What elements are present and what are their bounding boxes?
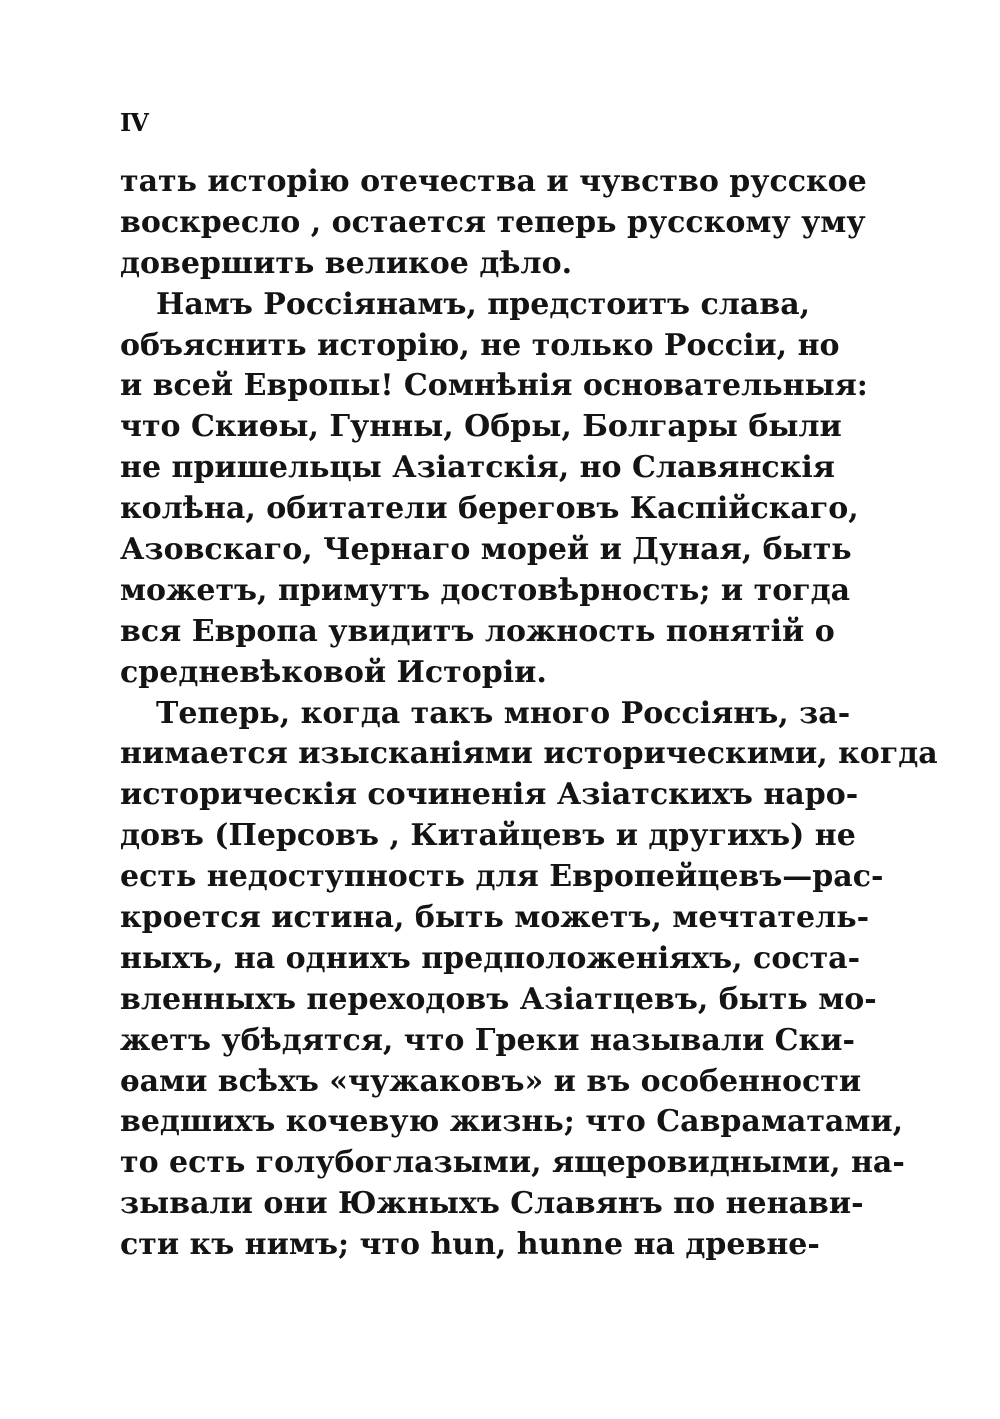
text-line: жетъ убѣдятся, что Греки называли Ски- [120,1022,855,1058]
text-line: ныхъ, на однихъ предположеніяхъ, соста- [120,940,861,976]
text-line: зывали они Южныхъ Славянъ по ненави- [120,1186,864,1222]
paragraph-1 [120,162,867,285]
text-line: ведшихъ кочевую жизнь; что Савраматами, [120,1104,904,1140]
text-line: кроется истина, быть можетъ, мечтатель- [120,900,870,936]
text-line: объяснить исторію, не только Россіи, но [120,327,840,363]
text-line: ѳами всѣхъ «чужаковъ» и въ особенности [120,1063,862,1099]
text-line: что Скиѳы, Гунны, Обры, Болгары были [120,409,842,445]
text-line: историческія сочиненія Азіатскихъ наро- [120,777,859,813]
text-line: сти къ нимъ; что hun, hunne на древне- [120,1227,820,1263]
paragraph-2 [120,285,868,694]
text-line: есть недоступность для Европейцевъ—рас- [120,859,884,895]
text-line: Намъ Россіянамъ, предстоитъ слава, [156,286,811,322]
text-line: вся Европа увидитъ ложность понятій о [120,613,835,649]
text-line: колѣна, обитатели береговъ Каспійскаго, [120,491,859,527]
text-line: вленныхъ переходовъ Азіатцевъ, быть мо- [120,981,877,1017]
text-line: Теперь, когда такъ много Россіянъ, за- [156,695,851,731]
text-line: воскресло , остается теперь русскому уму [120,204,866,240]
text-line: не пришельцы Азіатскія, но Славянскія [120,450,835,486]
text-line: средневѣковой Исторіи. [120,654,547,690]
text-line: Азовскаго, Чернаго морей и Дуная, быть [120,532,852,568]
text-line: и всей Европы! Сомнѣнія основательныя: [120,368,868,404]
paragraph-3 [120,694,938,1266]
text-line: довершить великое дѣло. [120,245,573,281]
text-line: тать исторію отечества и чувство русское [120,164,867,199]
text-line: нимается изысканіями историческими, когда [120,736,938,772]
text-line: довъ (Персовъ , Китайцевъ и другихъ) не [120,818,856,854]
text-line: то есть голубоглазыми, ящеровидными, на- [120,1145,905,1181]
body-text [120,162,938,1266]
text-line: можетъ, примутъ достовѣрность; и тогда [120,572,851,608]
page-number: IV [120,108,148,137]
